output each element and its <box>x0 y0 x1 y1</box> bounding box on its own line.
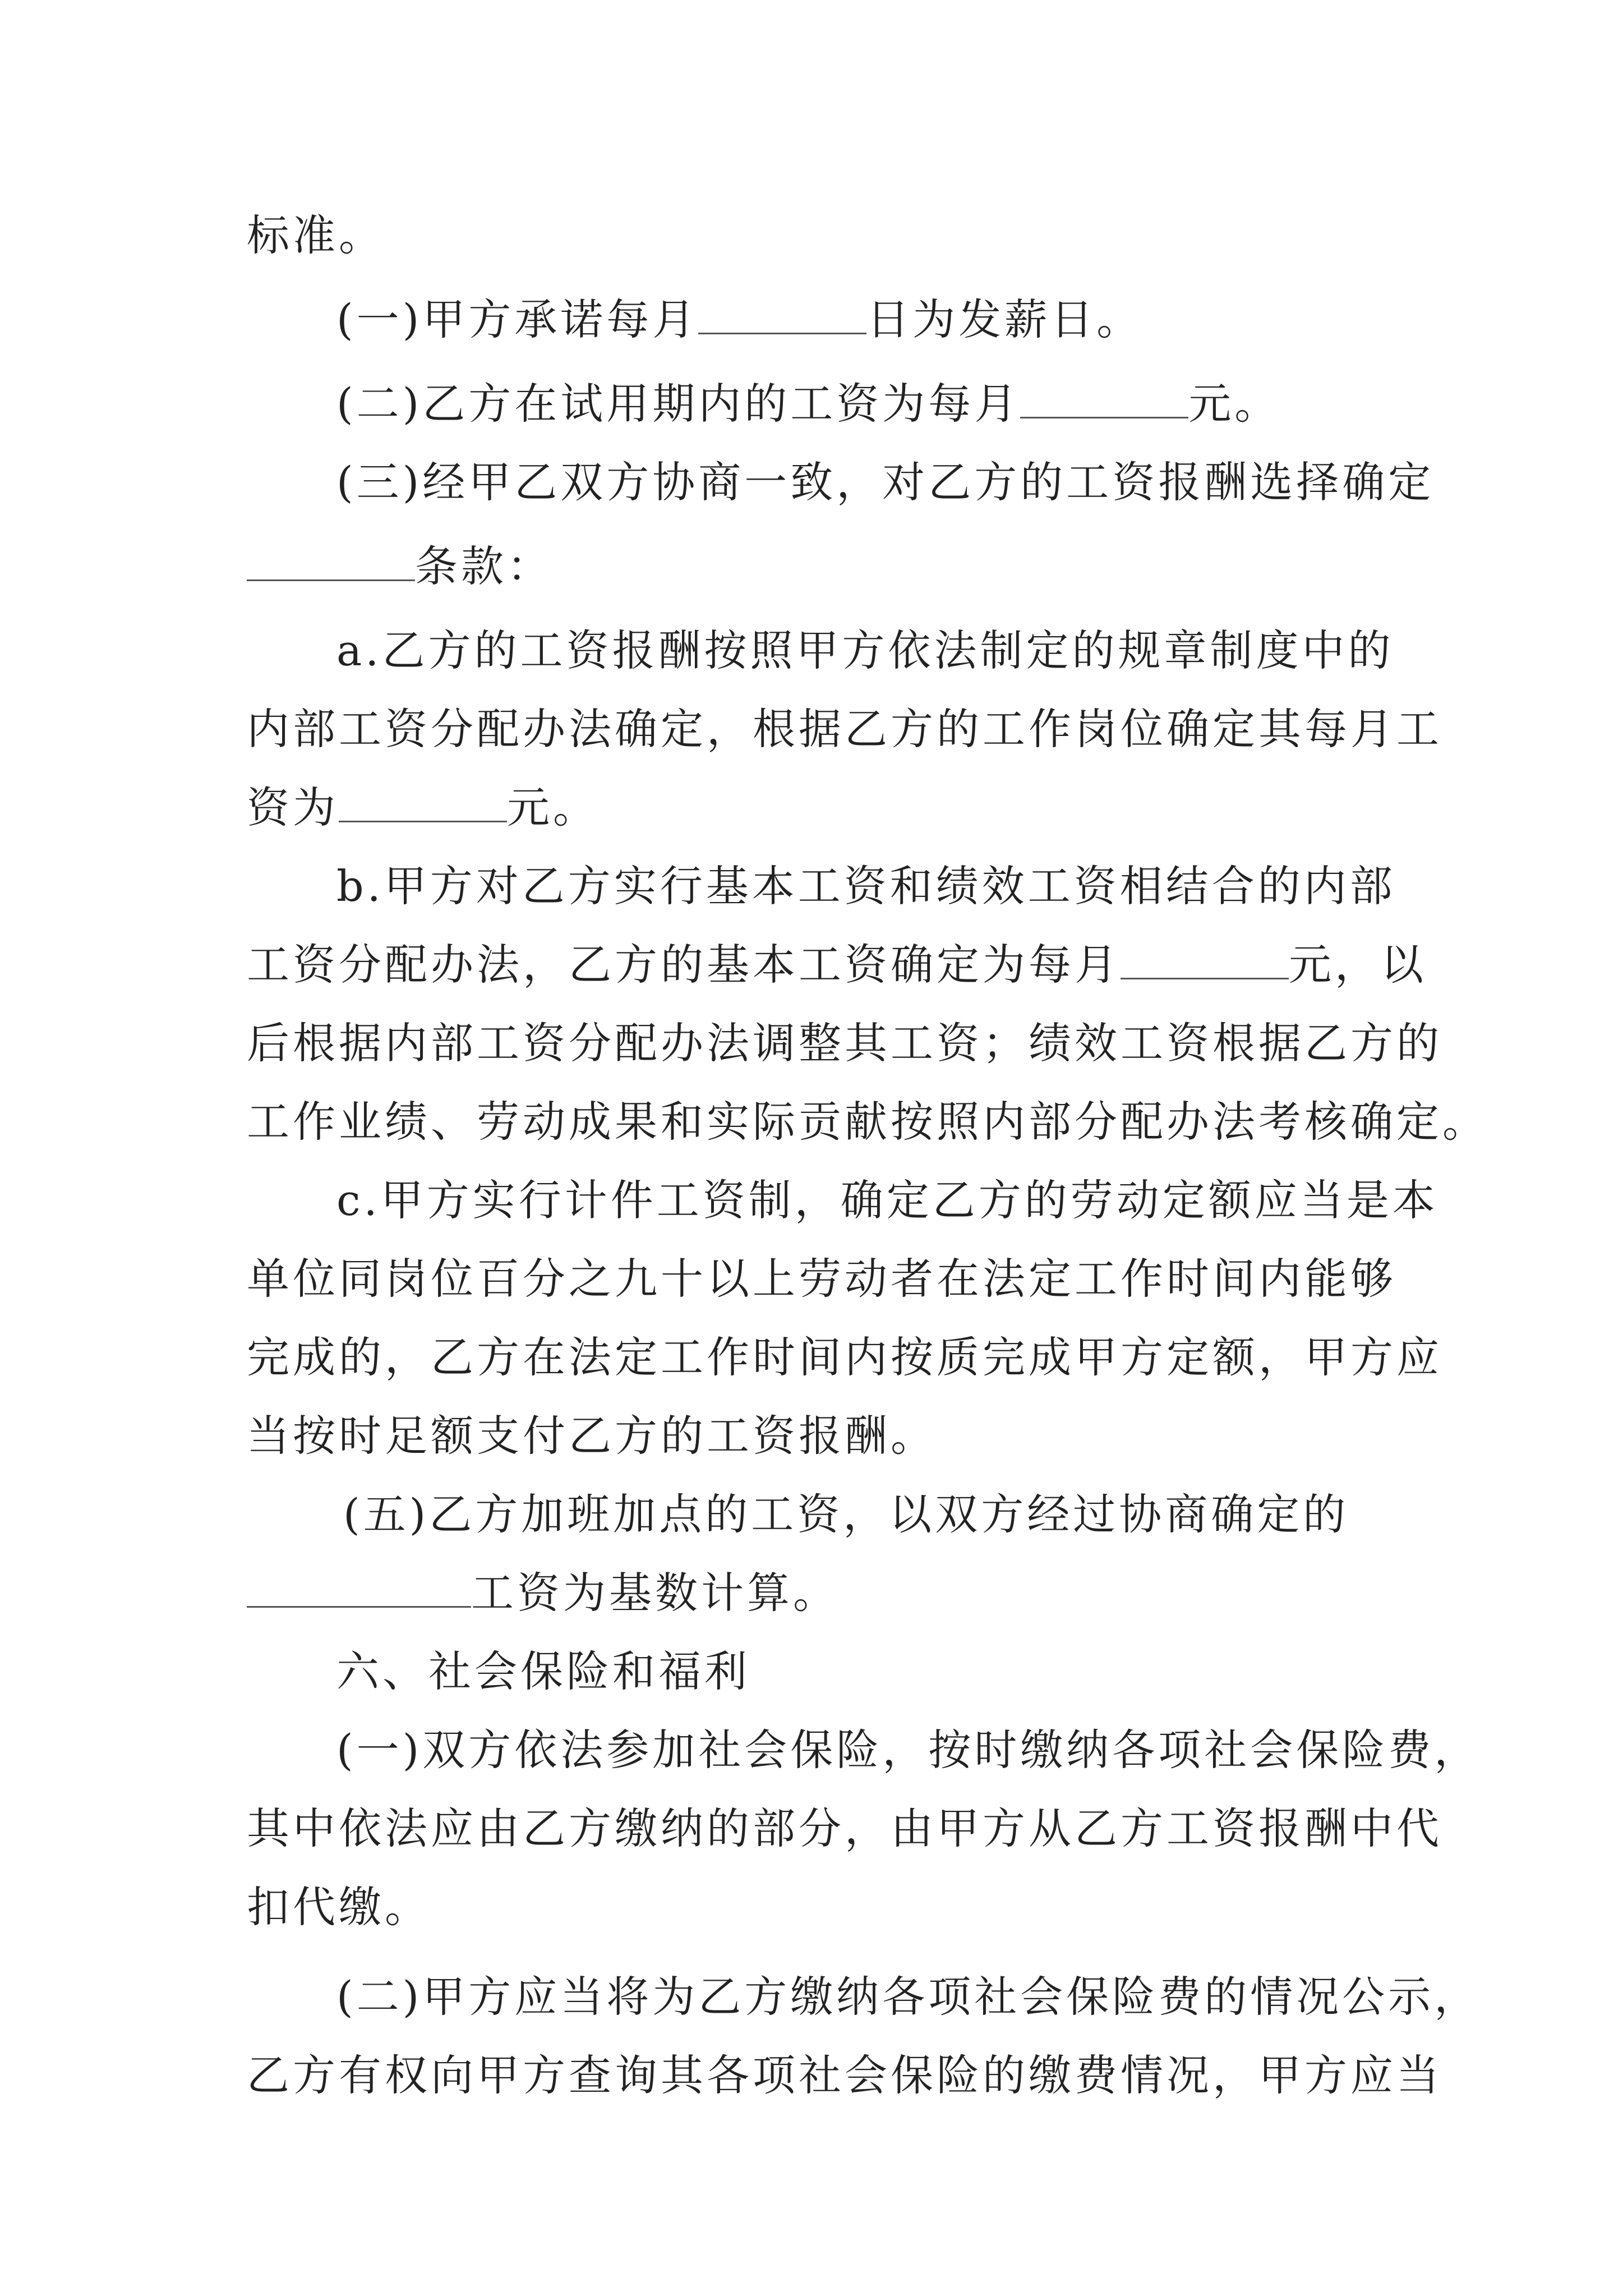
text: 六、社会保险和福利 <box>336 1646 750 1696</box>
text: (一)双方依法参加社会保险，按时缴纳各项社会保险费， <box>336 1725 1481 1775</box>
text: (二)甲方应当将为乙方缴纳各项社会保险费的情况公示， <box>336 1972 1481 2022</box>
text: 标准。 <box>247 210 385 260</box>
text: (三)经甲乙双方协商一致，对乙方的工资报酬选择确定 <box>336 457 1435 507</box>
text-line <box>247 1801 1442 1857</box>
text: (五)乙方加班加点的工资，以双方经过协商确定的 <box>343 1489 1349 1539</box>
text: 元，以 <box>1289 940 1427 990</box>
text: 工资分配办法，乙方的基本工资确定为每月 <box>247 940 1121 990</box>
clause-insurance <box>336 1722 1480 1778</box>
text: 其中依法应由乙方缴纳的部分，由甲方从乙方工资报酬中代 <box>247 1803 1442 1853</box>
text: c.甲方实行计件工资制，确定乙方的劳动定额应当是本 <box>336 1175 1438 1225</box>
text: 后根据内部工资分配办法调整其工资；绩效工资根据乙方的 <box>247 1018 1442 1068</box>
text-line <box>247 1408 937 1464</box>
clause-wage-option <box>336 454 1434 510</box>
option-c <box>336 1172 1438 1228</box>
text-line <box>247 780 599 836</box>
fill-blank-probation-wage[interactable] <box>1020 381 1188 418</box>
text-line <box>247 1094 1488 1150</box>
text: 元。 <box>1188 379 1281 429</box>
text-line <box>247 937 1427 993</box>
text: 日为发薪日。 <box>866 295 1143 344</box>
fill-blank-base-wage[interactable] <box>1121 942 1289 979</box>
text-line <box>247 1251 1396 1307</box>
text: 元。 <box>507 783 599 832</box>
text: 工资为基数计算。 <box>471 1568 839 1618</box>
text: 工作业绩、劳动成果和实际贡献按照内部分配办法考核确定。 <box>247 1097 1488 1147</box>
text-line <box>247 1565 839 1621</box>
text-line <box>247 1879 431 1935</box>
clause-overtime <box>343 1487 1349 1543</box>
text-line <box>247 701 1442 757</box>
clause-insurance-disclosure <box>336 1969 1480 2025</box>
option-b <box>336 858 1396 914</box>
clause-probation-wage <box>336 376 1280 432</box>
fill-blank-payday[interactable] <box>698 297 866 334</box>
text-line <box>247 2047 1442 2104</box>
text: 资为 <box>247 783 339 832</box>
text: 当按时足额支付乙方的工资报酬。 <box>247 1411 937 1461</box>
fill-blank-overtime-base[interactable] <box>247 1570 471 1608</box>
text: 内部工资分配办法确定，根据乙方的工作岗位确定其每月工 <box>247 704 1442 754</box>
text: (一)甲方承诺每月 <box>336 295 699 344</box>
text: 扣代缴。 <box>247 1882 431 1932</box>
text: a.乙方的工资报酬按照甲方依法制定的规章制度中的 <box>336 625 1394 675</box>
text: 乙方有权向甲方查询其各项社会保险的缴费情况，甲方应当 <box>247 2050 1442 2100</box>
text-line <box>247 208 385 264</box>
text-line <box>247 1329 1442 1386</box>
text: b.甲方对乙方实行基本工资和绩效工资相结合的内部 <box>336 861 1396 911</box>
clause-payday <box>336 292 1142 348</box>
text: 单位同岗位百分之九十以上劳动者在法定工作时间内能够 <box>247 1254 1396 1304</box>
text-line <box>247 539 553 595</box>
text-line <box>247 1015 1442 1071</box>
section-heading <box>336 1644 750 1700</box>
option-a <box>336 623 1394 679</box>
text: 完成的，乙方在法定工作时间内按质完成甲方定额，甲方应 <box>247 1332 1442 1382</box>
fill-blank-option[interactable] <box>247 544 415 581</box>
fill-blank-monthly-wage[interactable] <box>339 785 507 822</box>
text: 条款： <box>415 541 553 591</box>
text: (二)乙方在试用期内的工资为每月 <box>336 379 1021 429</box>
